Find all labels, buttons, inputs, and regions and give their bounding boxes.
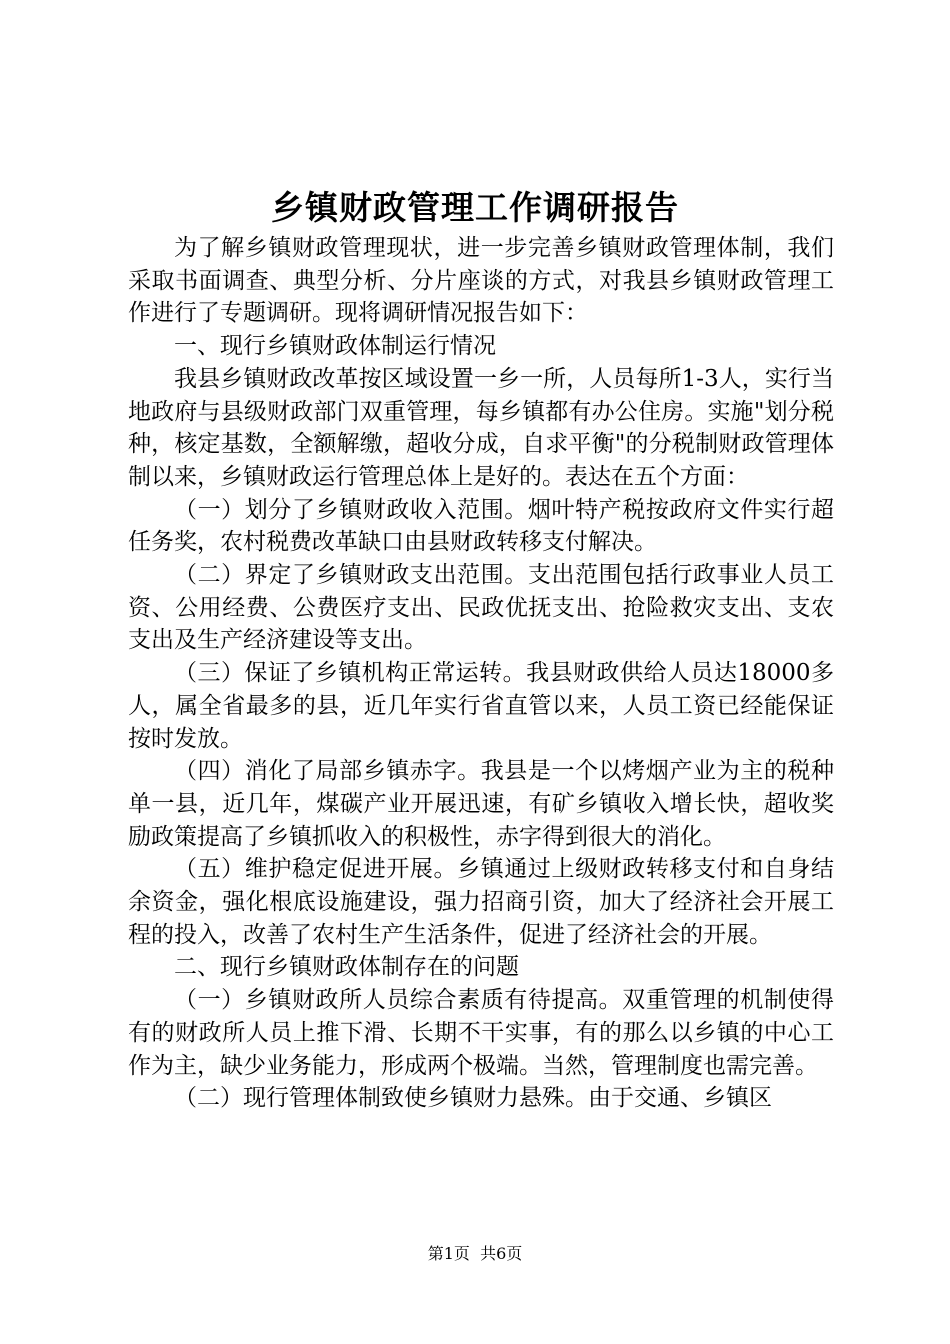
page-number: 第1页 — [427, 1244, 470, 1263]
page-total: 共6页 — [480, 1244, 523, 1263]
document-title: 乡镇财政管理工作调研报告 — [271, 188, 679, 227]
paragraph-item-3: （三）保证了乡镇机构正常运转。我县财政供给人员达18000多人，属全省最多的县，近几年实行省直管以来，人员工资已经能保证按时发放。 — [128, 660, 834, 752]
document-body — [128, 232, 834, 1115]
page-footer — [0, 1243, 950, 1265]
paragraph-intro: 为了解乡镇财政管理现状，进一步完善乡镇财政管理体制，我们采取书面调查、典型分析、分片座谈的方式，对我县乡镇财政管理工作进行了专题调研。现将调研情况报告如下： — [128, 235, 834, 327]
paragraph-item-5: （五）维护稳定促进开展。乡镇通过上级财政转移支付和自身结余资金，强化根底设施建设，强力招商引资，加大了经济社会开展工程的投入，改善了农村生产生活条件，促进了经济社会的开展。 — [128, 856, 834, 948]
paragraph-problem-1: （一）乡镇财政所人员综合素质有待提高。双重管理的机制使得有的财政所人员上推下滑、长期不干实事，有的那么以乡镇的中心工作为主，缺少业务能力，形成两个极端。当然，管理制度也需完善。 — [128, 987, 834, 1079]
section-heading-1: 一、现行乡镇财政体制运行情况 — [174, 333, 496, 360]
section-heading-2: 二、现行乡镇财政体制存在的问题 — [174, 954, 519, 981]
paragraph-item-2: （二）界定了乡镇财政支出范围。支出范围包括行政事业人员工资、公用经费、公费医疗支出、民政优抚支出、抢险救灾支出、支农支出及生产经济建设等支出。 — [128, 562, 834, 654]
paragraph-item-4: （四）消化了局部乡镇赤字。我县是一个以烤烟产业为主的税种单一县，近几年，煤碳产业开展迅速，有矿乡镇收入增长快，超收奖励政策提高了乡镇抓收入的积极性，赤字得到很大的消化。 — [128, 758, 834, 850]
paragraph-item-1: （一）划分了乡镇财政收入范围。烟叶特产税按政府文件实行超任务奖，农村税费改革缺口由县财政转移支付解决。 — [128, 496, 834, 556]
paragraph-problem-2: （二）现行管理体制致使乡镇财力悬殊。由于交通、乡镇区 — [174, 1085, 772, 1112]
paragraph-overview: 我县乡镇财政改革按区域设置一乡一所，人员每所1-3人，实行当地政府与县级财政部门双重管理，每乡镇都有办公住房。实施"划分税种，核定基数，全额解缴，超收分成，自求平衡"的分税制财政管理体制以来，乡镇财政运行管理总体上是好的。表达在五个方面： — [128, 365, 834, 490]
